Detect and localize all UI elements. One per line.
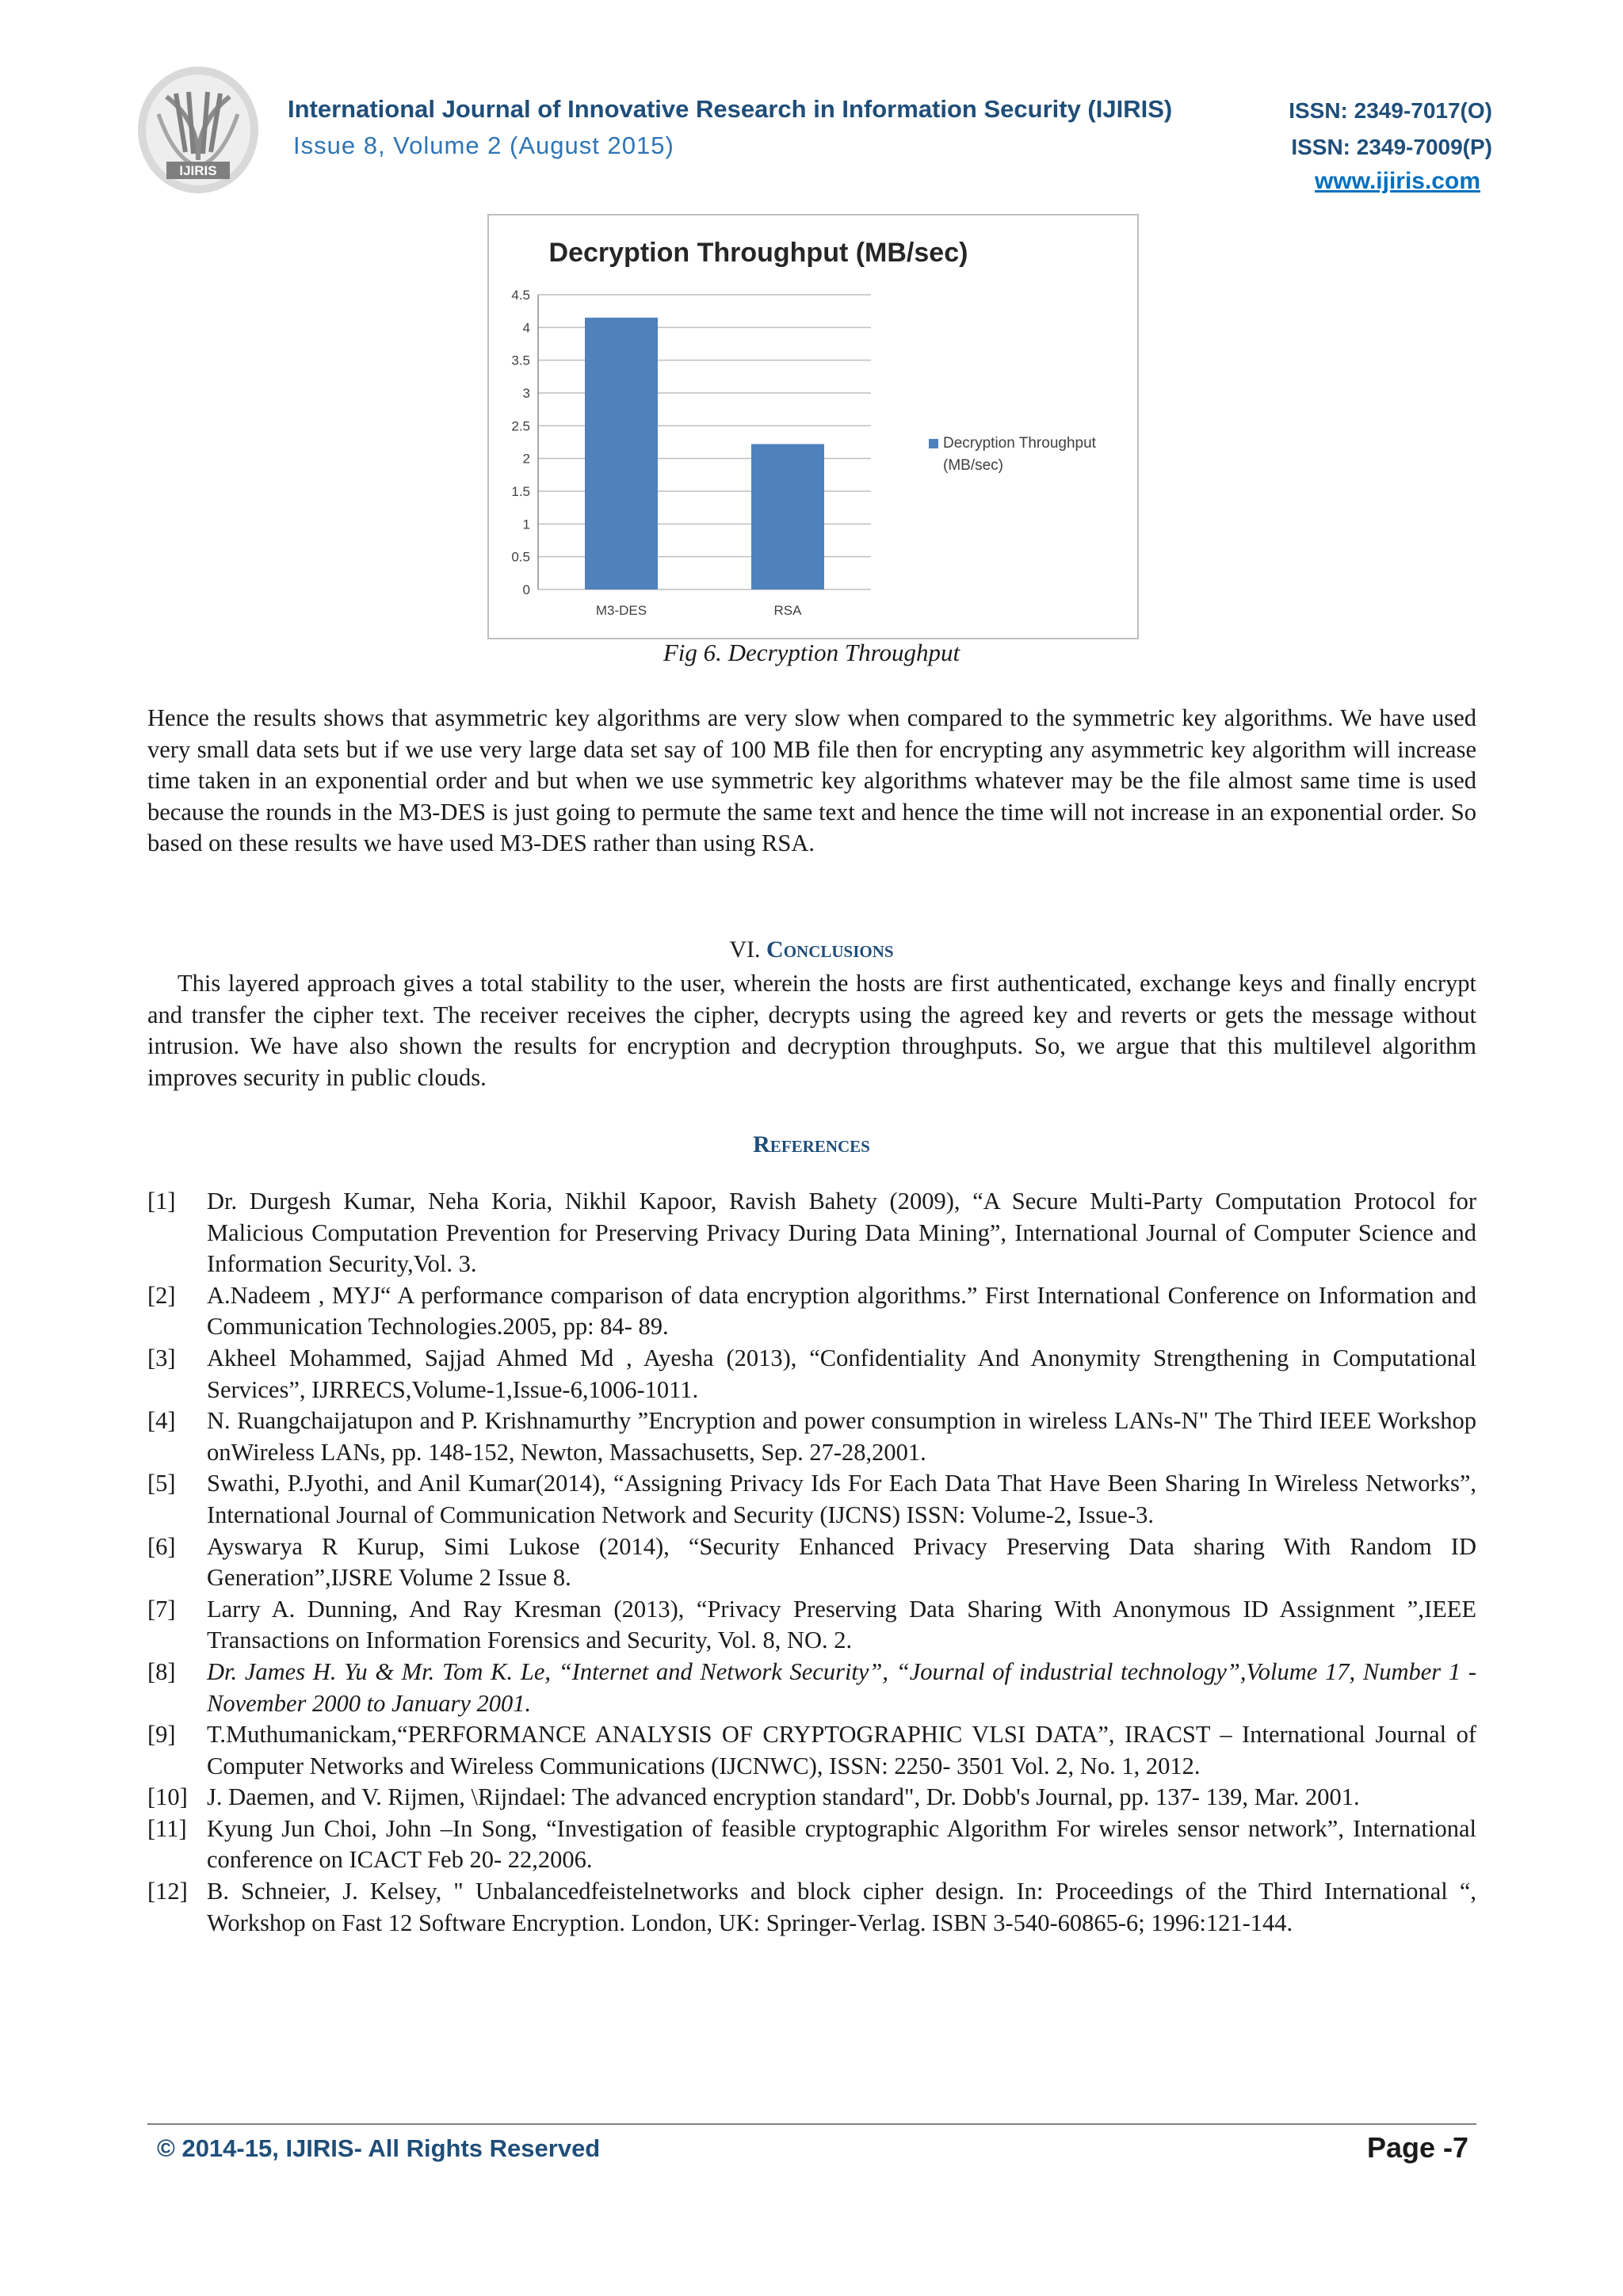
y-tick-label: 1 [522,517,530,532]
reference-text: Dr. Durgesh Kumar, Neha Koria, Nikhil Kapoor, Ravish Bahety (2009), “A Secure Multi-Party Computation Protocol for Malicious Computation Prevention for Preserving Privacy During Data Mining”, International Journal of Computer Science and Information Security,Vol. 3. [207,1188,1476,1278]
reference-number: [12] [147,1878,188,1905]
bar-m3-des [585,318,658,589]
reference-number: [10] [147,1783,188,1811]
footer-divider [147,2123,1476,2125]
x-tick-label: M3-DES [595,603,647,618]
bar-rsa [751,444,824,589]
figure-caption: Fig 6. Decryption Throughput [663,639,960,666]
logo-text: IJIRIS [179,163,217,178]
reference-item [147,1186,1476,1280]
issn-print: ISSN: 2349-7009(P) [1291,135,1492,159]
chart-title: Decryption Throughput (MB/sec) [548,238,968,268]
reference-text: Ayswarya R Kurup, Simi Lukose (2014), “Security Enhanced Privacy Preserving Data sharing With Random ID Generation”,IJSRE Volume 2 Issue 8. [207,1532,1476,1592]
reference-item [147,1531,1476,1594]
y-tick-label: 3 [522,386,530,401]
reference-number: [8] [147,1657,176,1685]
reference-item [147,1814,1476,1876]
y-tick-label: 2 [522,451,530,467]
conclusions-title: Conclusions [766,936,894,963]
chart-svg [489,215,1137,638]
footer-page-number: Page -7 [1366,2131,1468,2164]
results-paragraph: Hence the results shows that asymmetric key algorithms are very slow when compared to the symmetric key algorithms. We have used very small data sets but if we use very large data set say of 100 MB file then for encrypting any asymmetric key algorithm will increase time taken in an exponential order and but when we use symmetric key algorithms whatever may be the file almost same time is used because the rounds in the M3-DES is just going to permute the same text and hence the time will not increase in an exponential order. So based on these results we have used M3-DES rather than using RSA. [147,704,1476,856]
reference-number: [9] [147,1721,176,1749]
reference-number: [1] [147,1188,176,1215]
ijiris-logo [135,65,262,200]
references-list [147,1186,1476,1939]
reference-text: A.Nadeem , MYJ“ A performance comparison of data encryption algorithms.” First International Conference on Information and Communication Technologies.2005, pp: 84- 89. [207,1281,1476,1341]
reference-text: B. Schneier, J. Kelsey, " Unbalancedfeistelnetworks and block cipher design. In: Proceedings of the Third International “, Workshop on Fast 12 Software Encryption. London, UK: Springer-Verlag. ISBN 3-540-60865-6; 1996:121-144. [207,1878,1476,1936]
reference-text: Kyung Jun Choi, John –In Song, “Investigation of feasible cryptographic Algorithm For wireles sensor network”, International conference on ICACT Feb 20- 22,2006. [207,1814,1476,1874]
y-tick-label: 2.5 [511,418,530,434]
reference-text: Swathi, P.Jyothi, and Anil Kumar(2014), “Assigning Privacy Ids For Each Data That Have Been Sharing In Wireless Networks”, International Journal of Communication Network and Security (IJCNS) ISSN: Volume-2, Issue-3. [207,1470,1476,1528]
references-title: References [753,1131,870,1158]
reference-item [147,1343,1476,1405]
y-tick-label: 0.5 [511,549,530,565]
y-tick-label: 0 [522,582,530,597]
issn-online: ISSN: 2349-7017(O) [1289,98,1492,123]
reference-number: [4] [147,1407,176,1435]
reference-item [147,1468,1476,1531]
reference-item [147,1657,1476,1719]
reference-text: Akheel Mohammed, Sajjad Ahmed Md , Ayesha (2013), “Confidentiality And Anonymity Strengthening in Computational Services”, IJRRECS,Volume-1,Issue-6,1006-1011. [207,1344,1476,1403]
conclusions-paragraph: This layered approach gives a total stability to the user, wherein the hosts are first authenticated, exchange keys and finally encrypt and transfer the cipher text. The receiver receives the cipher, decrypts using the agreed key and reverts or gets the message without intrusion. We have also shown the results for encryption and decryption throughputs. So, we argue that this multilevel algorithm improves security in public clouds. [147,970,1476,1091]
reference-text: J. Daemen, and V. Rijmen, \Rijndael: The advanced encryption standard", Dr. Dobb's Journal, pp. 137- 139, Mar. 2001. [207,1783,1360,1811]
reference-item [147,1280,1476,1343]
footer-copyright: © 2014-15, IJIRIS- All Rights Reserved [157,2134,601,2162]
reference-text: N. Ruangchaijatupon and P. Krishnamurthy ”Encryption and power consumption in wireless LANs-N" The Third IEEE Workshop onWireless LANs, pp. 148-152, Newton, Massachusetts, Sep. 27-28,2001. [207,1407,1476,1466]
legend-label: Decryption Throughput [943,435,1096,452]
x-tick-label: RSA [773,603,802,618]
reference-text: Dr. James H. Yu & Mr. Tom K. Le, “Internet and Network Security”, “Journal of industrial technology”,Volume 17, Number 1 - November 2000 to January 2001. [207,1657,1476,1717]
reference-number: [5] [147,1470,176,1497]
reference-item [147,1782,1476,1814]
reference-item [147,1719,1476,1782]
reference-text: Larry A. Dunning, And Ray Kresman (2013), “Privacy Preserving Data Sharing With Anonymous ID Assignment ”,IEEE Transactions on Information Forensics and Security, Vol. 8, NO. 2. [207,1595,1476,1654]
decryption-throughput-chart [487,214,1139,639]
reference-item [147,1405,1476,1468]
y-tick-label: 4.5 [511,288,530,303]
reference-item [147,1594,1476,1657]
reference-number: [3] [147,1344,176,1371]
y-tick-label: 3.5 [511,353,530,368]
reference-number: [11] [147,1814,187,1842]
journal-website-link[interactable]: www.ijiris.com [1315,168,1480,194]
legend-swatch [929,439,938,448]
legend-label-units: (MB/sec) [943,457,1003,474]
reference-item [147,1876,1476,1939]
reference-number: [2] [147,1281,176,1309]
reference-number: [6] [147,1532,176,1560]
y-tick-label: 4 [522,320,530,336]
journal-title: International Journal of Innovative Research in Information Security (IJIRIS) [288,95,1173,123]
conclusions-heading [0,936,1623,963]
reference-text: T.Muthumanickam,“PERFORMANCE ANALYSIS OF CRYPTOGRAPHIC VLSI DATA”, IRACST – International Journal of Computer Networks and Wireless Communications (IJCNWC), ISSN: 2250- 3501 Vol. 2, No. 1, 2012. [207,1721,1476,1779]
journal-issue: Issue 8, Volume 2 (August 2015) [293,132,674,159]
references-heading [0,1131,1623,1158]
reference-number: [7] [147,1595,176,1623]
conclusions-number: VI. [729,936,761,963]
y-tick-label: 1.5 [511,484,530,499]
